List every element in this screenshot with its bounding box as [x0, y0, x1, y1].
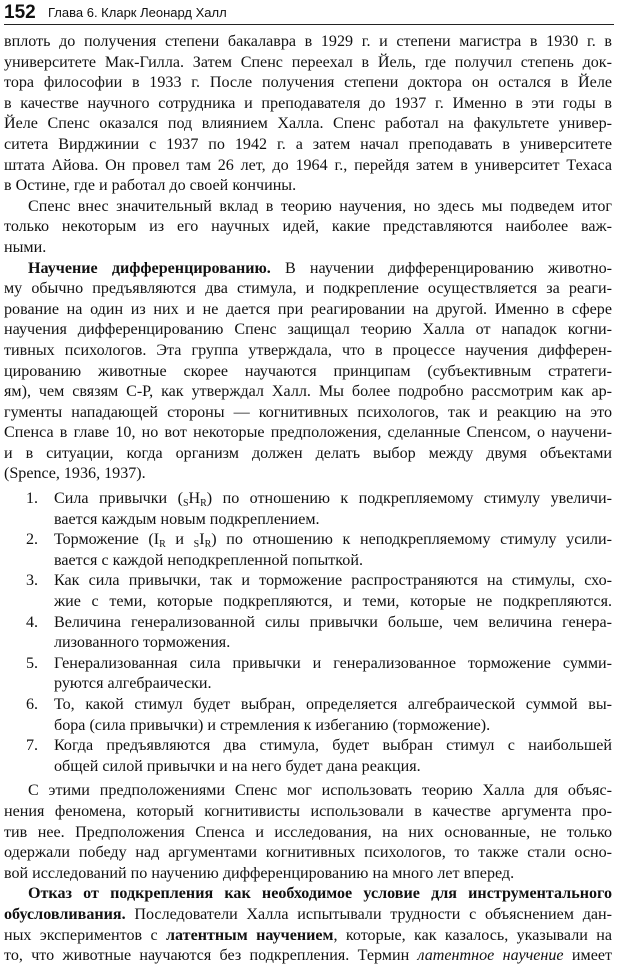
- text-line: руются алгебраически.: [54, 675, 212, 693]
- text-line: штата Айова. Он провел там 26 лет, до 1964 г., перейдя затем в университет Техаса: [4, 156, 612, 174]
- text-run: Торможение (I: [54, 531, 160, 549]
- paragraph-2: [4, 197, 612, 259]
- text-line: научения дифференцированию Спенс защищал теорию Халла от нападок когни-: [4, 321, 612, 339]
- text-line: 4. Величина генерализованной силы привычки больше, чем величина генера-: [4, 613, 612, 634]
- section-heading-cont: обусловливания.: [4, 905, 126, 923]
- text-line: [4, 884, 612, 905]
- paragraph-5: [4, 884, 612, 966]
- text-line: университете Мак-Гилла. Затем Спенс переехал в Йель, где получил степень док-: [4, 53, 612, 71]
- text-line: только некоторым из его научных идей, какие представляются наиболее важ-: [4, 218, 612, 236]
- text-line: 1. Сила привычки $(_SH_R)$ по отношению к подкрепляемому стимулу увеличи-: [26, 490, 612, 510]
- subscript: R: [204, 539, 212, 551]
- text-run: , которые, как казалось, указывали на: [333, 926, 612, 944]
- text-line: гументы нападающей стороны — когнитивных психологов, так и реакцию на это: [4, 403, 612, 421]
- text-line: лизованного торможения.: [54, 634, 231, 652]
- text-line: в Остине, где и работал до своей кончины.: [4, 177, 297, 195]
- text-line: общей силой привычки и на него будет дана реакция.: [54, 757, 421, 775]
- text-line: рование на один из них и не дается при реагировании на другой. Именно в сфере: [4, 300, 612, 318]
- list-item: [4, 695, 612, 736]
- paragraph-4: [4, 781, 612, 884]
- section-heading: Научение дифференцированию.: [28, 259, 271, 277]
- text-run: Величина генерализованной силы привычки больше, чем величина генера-: [54, 613, 612, 631]
- text-run: В научении дифференцированию животно-: [270, 259, 612, 277]
- text-line: жие с теми, которые подкрепляются, и теми, которые не подкрепляются.: [54, 593, 612, 611]
- text-run: имеет: [563, 947, 612, 965]
- text-run: I: [199, 531, 205, 549]
- text-run: Как сила привычки, так и торможение распространяются на стимулы, схо-: [54, 572, 612, 590]
- text-line: Спенса в главе 10, но вот некоторые предположения, сделанные Спенсом, о научени-: [4, 424, 612, 442]
- text-line: вплоть до получения степени бакалавра в 1929 г. и степени магистра в 1930 г. в: [4, 33, 612, 50]
- list-item: [4, 736, 612, 777]
- subscript: S: [193, 539, 200, 551]
- text-line: одержали победу над аргументами когнитивных психологов, то также стали осно-: [4, 844, 612, 862]
- text-line: ситета Вирджинии с 1937 по 1942 г. а затем начал преподавать в университете: [4, 135, 612, 153]
- text-line: [4, 926, 612, 947]
- text-run: ) по отношению к подкрепляемому стимулу увеличи-: [206, 490, 612, 508]
- section-heading: Отказ от подкрепления как необходимое условие для инструментального: [28, 885, 612, 903]
- text-line: ными.: [4, 238, 47, 256]
- italic-term: латентное научение: [417, 947, 564, 965]
- text-run: ных экспериментов с: [4, 926, 167, 944]
- text-line: тивных психологов. Эта группа утверждала, что в процессе научения дифферен-: [4, 341, 612, 359]
- text-line: 3. Как сила привычки, так и торможение распространяются на стимулы, схо-: [4, 571, 612, 592]
- text-line: нения феномена, который когнитивисты использовали в качестве аргумента про-: [4, 802, 612, 820]
- text-line: [4, 905, 612, 926]
- paragraph-3: [4, 259, 612, 486]
- page-body: [4, 32, 612, 967]
- text-line: [4, 259, 612, 280]
- text-line: бора (сила привычки) и стремления к избеганию (торможение).: [54, 716, 491, 734]
- text-line: тора философии в 1933 г. После получения степени доктора он остался в Йеле: [4, 74, 612, 92]
- list-item: [4, 530, 612, 571]
- paragraph-1: [4, 32, 612, 197]
- subscript: S: [182, 498, 189, 510]
- text-line: тив нее. Предположения Спенса и исследования, на них основанные, не только: [4, 823, 612, 841]
- list-item: [4, 571, 612, 612]
- running-head: Глава 6. Кларк Леонард Халл: [48, 5, 227, 20]
- subscript: R: [200, 498, 207, 510]
- bold-term: латентным научением: [166, 926, 334, 944]
- text-run: Генерализованная сила привычки и генерализованное торможение сумми-: [54, 654, 612, 672]
- list-item: [4, 654, 612, 695]
- text-run: то, что животные научаются без подкрепления. Термин: [4, 947, 418, 965]
- page-number: 152: [4, 2, 36, 23]
- text-line: 7. Когда предъявляются два стимула, будет выбран стимул с наибольшей: [4, 736, 612, 757]
- text-line: му обычно предъявляются два стимула, и подкрепление осуществляется за реаги-: [4, 280, 612, 298]
- text-line: (Spence, 1936, 1937).: [4, 465, 146, 483]
- list-item: [4, 489, 612, 530]
- text-line: [4, 946, 612, 967]
- text-line: в качестве научного сотрудника и преподавателя до 1937 г. Именно в эти годы в: [4, 94, 612, 112]
- text-run: ) по отношению к неподкрепляемому стимулу усили-: [211, 531, 612, 549]
- text-line: вается с каждой неподкрепленной попыткой.: [54, 551, 363, 569]
- text-line: цированию животные скорее научаются принципам (субъективным стратеги-: [4, 362, 612, 380]
- text-line: Спенс внес значительный вклад в теорию научения, но здесь мы подведем итог: [28, 197, 612, 215]
- text-line: С этими предположениями Спенс мог использовать теорию Халла для объяс-: [28, 782, 612, 800]
- text-run: H: [188, 490, 201, 508]
- text-run: Когда предъявляются два стимула, будет выбран стимул с наибольшей: [54, 737, 612, 755]
- text-line: 5. Генерализованная сила привычки и генерализованное торможение сумми-: [4, 654, 612, 675]
- text-line: 2. Торможение ($I_R$ и $_SI_R$) по отношению к неподкрепляемому стимулу усили-: [26, 531, 612, 551]
- text-line: Йеле Спенс оказался под влиянием Халла. Спенс работал на факультете универ-: [4, 115, 612, 133]
- subscript: R: [159, 539, 166, 551]
- list-item: [4, 613, 612, 654]
- text-line: и в ситуации, когда организм должен делать выбор между двумя объектами: [4, 444, 612, 462]
- numbered-list: [4, 489, 612, 777]
- text-run: Сила привычки (: [54, 490, 183, 508]
- text-run: Последователи Халла испытывали трудности с объяснением дан-: [125, 905, 612, 923]
- text-run: и: [165, 531, 194, 549]
- text-line: вается каждым новым подкреплением.: [54, 510, 320, 528]
- page-header: [4, 2, 614, 25]
- text-run: То, какой стимул будет выбран, определяется алгебраической суммой вы-: [54, 696, 612, 713]
- text-line: 6. То, какой стимул будет выбран, определяется алгебраической суммой вы-: [4, 695, 612, 716]
- text-line: ям), чем связям С-Р, как утверждал Халл. Мы более подробно рассмотрим как ар-: [4, 383, 612, 401]
- text-line: вой исследований по научению дифференцированию на много лет вперед.: [4, 864, 515, 882]
